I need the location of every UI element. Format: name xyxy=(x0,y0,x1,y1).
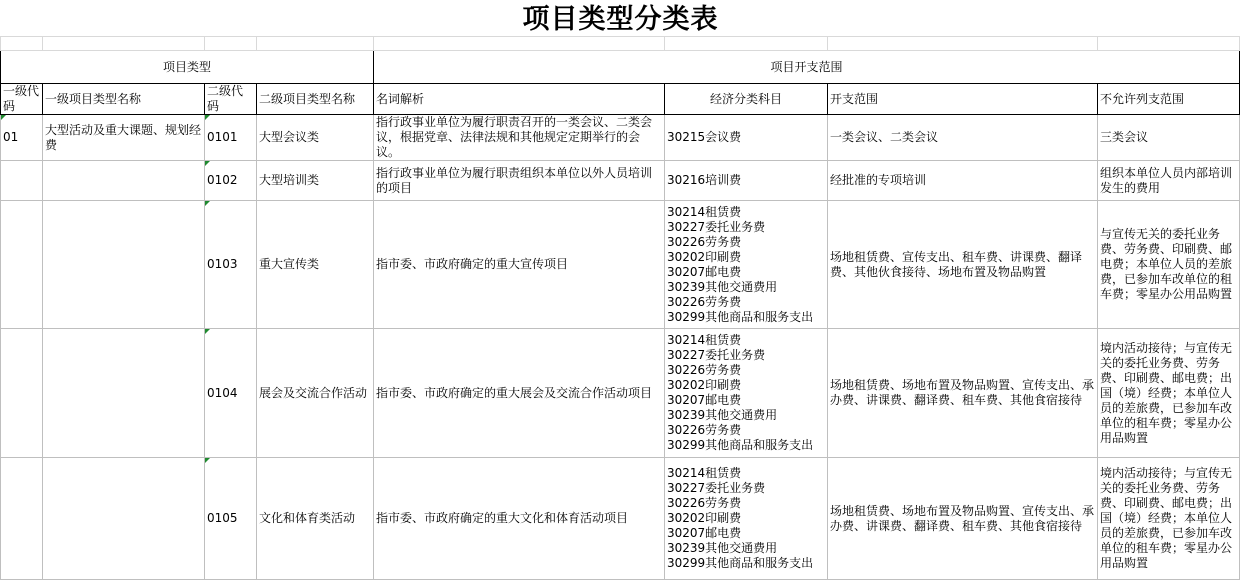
l2-code-cell[interactable]: 0102 xyxy=(205,161,257,201)
header-l2-code[interactable]: 二级代码 xyxy=(205,84,257,115)
l2-name-cell[interactable]: 重大宣传类 xyxy=(257,201,374,329)
l1-name-cell[interactable] xyxy=(43,161,205,201)
empty-cell[interactable] xyxy=(828,37,1098,51)
excluded-cell[interactable]: 境内活动接待；与宣传无关的委托业务费、劳务费、印刷费、邮电费；出国（境）经费；本单位人员的差旅费，已参加车改单位的租车费；零星办公用品购置 xyxy=(1098,458,1240,580)
header-excluded[interactable]: 不允许列支范围 xyxy=(1098,84,1240,115)
econ-cell[interactable]: 30214租赁费 30227委托业务费 30226劳务费 30202印刷费 30207邮电费 30239其他交通费用 30226劳务费 30299其他商品和服务支出 xyxy=(665,329,828,458)
scope-cell[interactable]: 场地租赁费、场地布置及物品购置、宣传支出、承办费、讲课费、翻译费、租车费、其他食宿接待 xyxy=(828,329,1098,458)
econ-cell[interactable]: 30216培训费 xyxy=(665,161,828,201)
table-row xyxy=(1,161,1240,201)
header-l1-code[interactable]: 一级代码 xyxy=(1,84,43,115)
scope-cell[interactable]: 场地租赁费、宣传支出、租车费、讲课费、翻译费、其他伙食接待、场地布置及物品购置 xyxy=(828,201,1098,329)
header-scope[interactable]: 开支范围 xyxy=(828,84,1098,115)
definition-cell[interactable]: 指行政事业单位为履行职责组织本单位以外人员培训的项目 xyxy=(374,161,665,201)
project-type-table xyxy=(0,36,1240,580)
l1-code-cell[interactable] xyxy=(1,201,43,329)
l1-code-cell[interactable] xyxy=(1,161,43,201)
l2-name-cell[interactable]: 展会及交流合作活动 xyxy=(257,329,374,458)
l2-name-cell[interactable]: 文化和体育类活动 xyxy=(257,458,374,580)
l2-code-cell[interactable]: 0103 xyxy=(205,201,257,329)
empty-cell[interactable] xyxy=(43,37,205,51)
page-title: 项目类型分类表 xyxy=(522,4,719,35)
l2-code-cell[interactable]: 0105 xyxy=(205,458,257,580)
l1-name-cell[interactable] xyxy=(43,458,205,580)
group-header-row xyxy=(1,51,1240,84)
empty-cell[interactable] xyxy=(374,37,665,51)
scope-cell[interactable]: 场地租赁费、场地布置及物品购置、宣传支出、承办费、讲课费、翻译费、租车费、其他食宿接待 xyxy=(828,458,1098,580)
excluded-cell[interactable]: 与宣传无关的委托业务费、劳务费、印刷费、邮电费；本单位人员的差旅费，已参加车改单位的租车费；零星办公用品购置 xyxy=(1098,201,1240,329)
table-row xyxy=(1,115,1240,161)
l1-code-cell[interactable] xyxy=(1,329,43,458)
excluded-cell[interactable]: 境内活动接待；与宣传无关的委托业务费、劳务费、印刷费、邮电费；出国（境）经费；本单位人员的差旅费，已参加车改单位的租车费；零星办公用品购置 xyxy=(1098,329,1240,458)
l1-name-cell[interactable]: 大型活动及重大课题、规划经费 xyxy=(43,115,205,161)
table-row xyxy=(1,201,1240,329)
l1-name-cell[interactable] xyxy=(43,201,205,329)
empty-cell[interactable] xyxy=(205,37,257,51)
econ-cell[interactable]: 30214租赁费 30227委托业务费 30226劳务费 30202印刷费 30207邮电费 30239其他交通费用 30226劳务费 30299其他商品和服务支出 xyxy=(665,201,828,329)
header-expenditure-scope[interactable]: 项目开支范围 xyxy=(374,51,1240,84)
table-row xyxy=(1,329,1240,458)
l2-code-cell[interactable]: 0101 xyxy=(205,115,257,161)
excluded-cell[interactable]: 三类会议 xyxy=(1098,115,1240,161)
l1-code-cell[interactable]: 01 xyxy=(1,115,43,161)
spacer-row xyxy=(1,37,1240,51)
empty-cell[interactable] xyxy=(257,37,374,51)
l1-name-cell[interactable] xyxy=(43,329,205,458)
econ-cell[interactable]: 30215会议费 xyxy=(665,115,828,161)
excluded-cell[interactable]: 组织本单位人员内部培训发生的费用 xyxy=(1098,161,1240,201)
l2-name-cell[interactable]: 大型培训类 xyxy=(257,161,374,201)
definition-cell[interactable]: 指市委、市政府确定的重大宣传项目 xyxy=(374,201,665,329)
scope-cell[interactable]: 一类会议、二类会议 xyxy=(828,115,1098,161)
definition-cell[interactable]: 指市委、市政府确定的重大文化和体育活动项目 xyxy=(374,458,665,580)
header-project-type[interactable]: 项目类型 xyxy=(1,51,374,84)
definition-cell[interactable]: 指市委、市政府确定的重大展会及交流合作活动项目 xyxy=(374,329,665,458)
header-l1-name[interactable]: 一级项目类型名称 xyxy=(43,84,205,115)
column-header-row xyxy=(1,84,1240,115)
header-l2-name[interactable]: 二级项目类型名称 xyxy=(257,84,374,115)
definition-cell[interactable]: 指行政事业单位为履行职责召开的一类会议、二类会议，根据党章、法律法规和其他规定定期举行的会议。 xyxy=(374,115,665,161)
empty-cell[interactable] xyxy=(1098,37,1240,51)
scope-cell[interactable]: 经批准的专项培训 xyxy=(828,161,1098,201)
l2-name-cell[interactable]: 大型会议类 xyxy=(257,115,374,161)
empty-cell[interactable] xyxy=(1,37,43,51)
l1-code-cell[interactable] xyxy=(1,458,43,580)
header-definition[interactable]: 名词解析 xyxy=(374,84,665,115)
header-econ-category[interactable]: 经济分类科目 xyxy=(665,84,828,115)
table-row xyxy=(1,458,1240,580)
empty-cell[interactable] xyxy=(665,37,828,51)
l2-code-cell[interactable]: 0104 xyxy=(205,329,257,458)
econ-cell[interactable]: 30214租赁费 30227委托业务费 30226劳务费 30202印刷费 30207邮电费 30239其他交通费用 30299其他商品和服务支出 xyxy=(665,458,828,580)
